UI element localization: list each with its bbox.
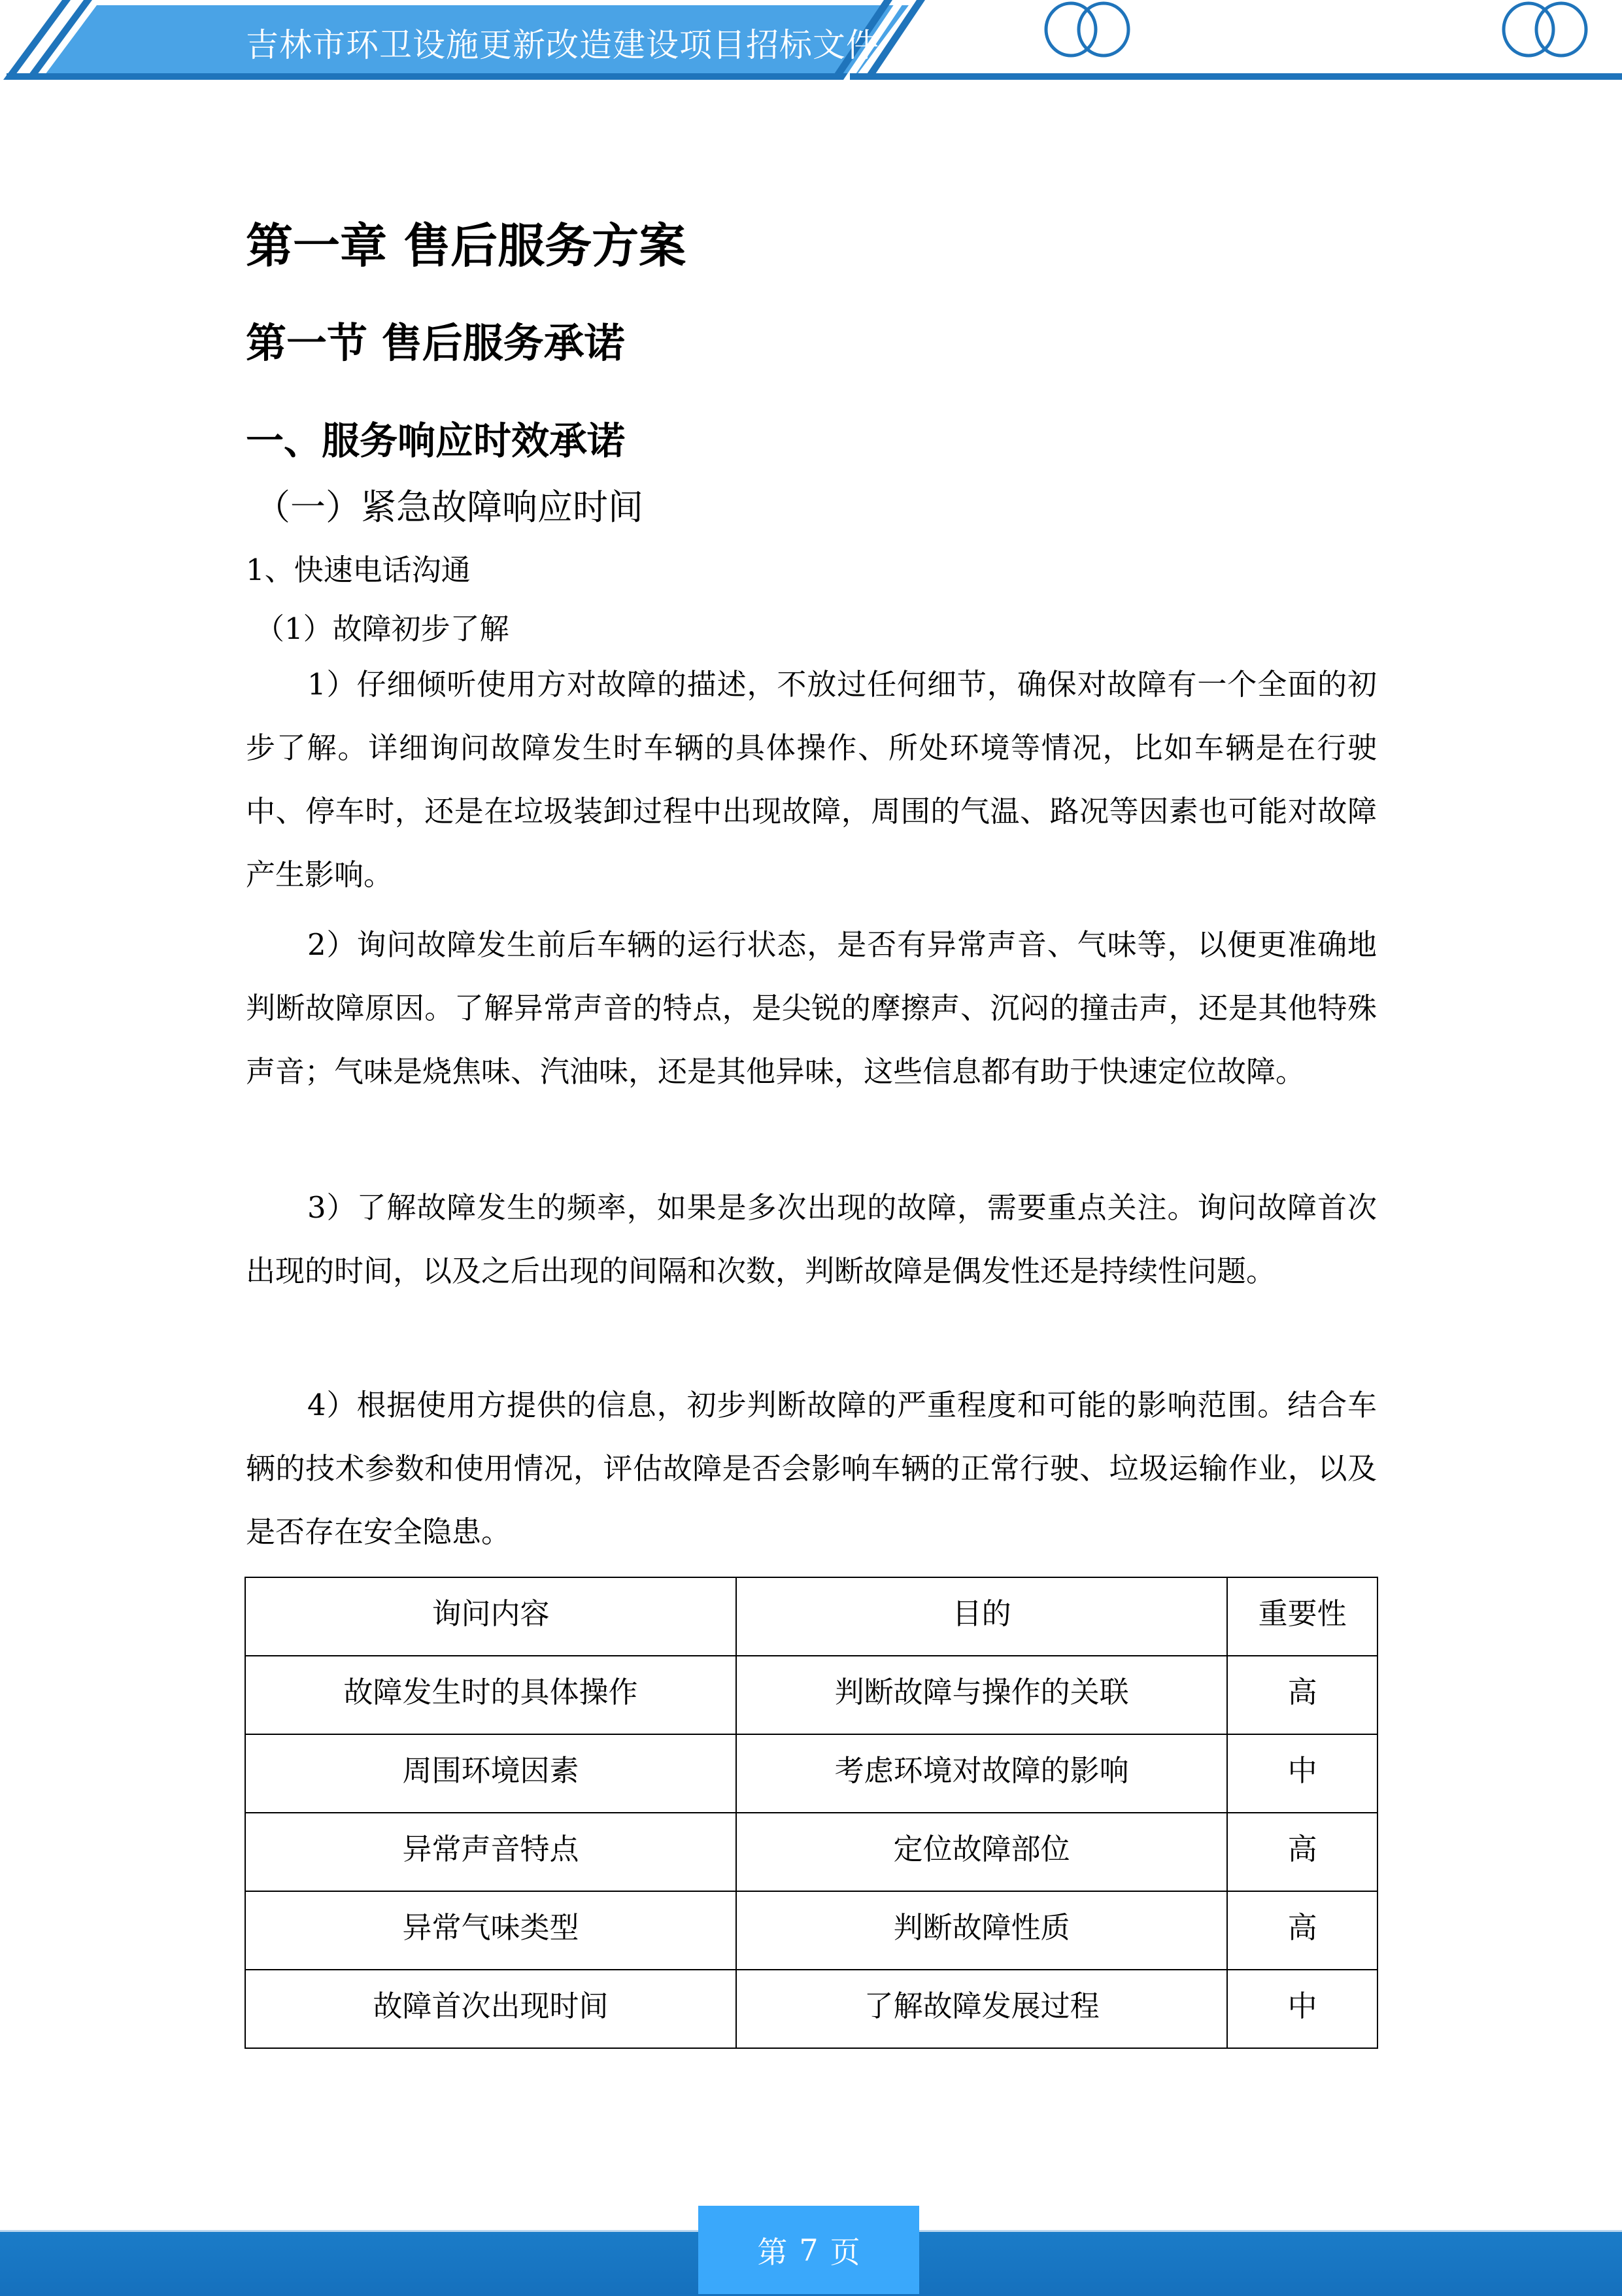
table-cell: 定位故障部位 [736,1813,1227,1891]
table-header-cell: 询问内容 [245,1577,736,1656]
table-cell: 异常气味类型 [245,1891,736,1970]
chapter-heading: 第一章 售后服务方案 [246,218,686,273]
table-cell: 了解故障发展过程 [736,1970,1227,2048]
paragraph: 1）仔细倾听使用方对故障的描述，不放过任何细节，确保对故障有一个全面的初步了解。详细询问故障发生时车辆的具体操作、所处环境等情况，比如车辆是在行驶中、停车时，还是在垃圾装卸过程中出现故障，周围的气温、路况等因素也可能对故障产生影响。 [246,667,1377,892]
page-header [0,0,1622,85]
subitem-heading: （1）故障初步了解 [255,611,509,646]
table-cell: 故障首次出现时间 [245,1970,736,2048]
document-title: 吉林市环卫设施更新改造建设项目招标文件 [246,26,879,64]
double-ring-icon [1491,0,1608,59]
paragraph: 4）根据使用方提供的信息，初步判断故障的严重程度和可能的影响范围。结合车辆的技术参数和使用情况，评估故障是否会影响车辆的正常行驶、垃圾运输作业，以及是否存在安全隐患。 [246,1388,1377,1549]
table-row [245,1813,1377,1891]
table-row [245,1656,1377,1734]
paragraph: 3）了解故障发生的频率，如果是多次出现的故障，需要重点关注。询问故障首次出现的时间，以及之后出现的间隔和次数，判断故障是偶发性还是持续性问题。 [246,1190,1377,1288]
page-suffix: 页 [830,2234,860,2270]
table-cell: 中 [1227,1970,1377,2048]
table-cell: 异常声音特点 [245,1813,736,1891]
table-row [245,1970,1377,2048]
paragraph: 2）询问故障发生前后车辆的运行状态，是否有异常声音、气味等，以便更准确地判断故障原因。了解异常声音的特点，是尖锐的摩擦声、沉闷的撞击声，还是其他特殊声音；气味是烧焦味、汽油味，还是其他异味，这些信息都有助于快速定位故障。 [246,927,1377,1089]
subsection-heading: 一、服务响应时效承诺 [246,419,626,463]
table-cell: 考虑环境对故障的影响 [736,1734,1227,1813]
table-row [245,1891,1377,1970]
item-heading: 1、快速电话沟通 [246,553,471,587]
inquiry-table [245,1577,1378,2049]
page-number: 7 [799,2232,819,2268]
table-cell: 中 [1227,1734,1377,1813]
double-ring-icon [1033,0,1151,59]
subsubsection-heading: （一）紧急故障响应时间 [255,487,643,528]
table-cell: 高 [1227,1656,1377,1734]
section-heading: 第一节 售后服务承诺 [246,319,625,367]
table-cell: 故障发生时的具体操作 [245,1656,736,1734]
page-number-box [698,2206,919,2294]
table-cell: 判断故障与操作的关联 [736,1656,1227,1734]
table-row [245,1734,1377,1813]
table-cell: 判断故障性质 [736,1891,1227,1970]
page-prefix: 第 [757,2234,788,2270]
table-cell: 高 [1227,1813,1377,1891]
table-cell: 周围环境因素 [245,1734,736,1813]
table-header-row [245,1577,1377,1656]
table-cell: 高 [1227,1891,1377,1970]
table-header-cell: 重要性 [1227,1577,1377,1656]
table-header-cell: 目的 [736,1577,1227,1656]
